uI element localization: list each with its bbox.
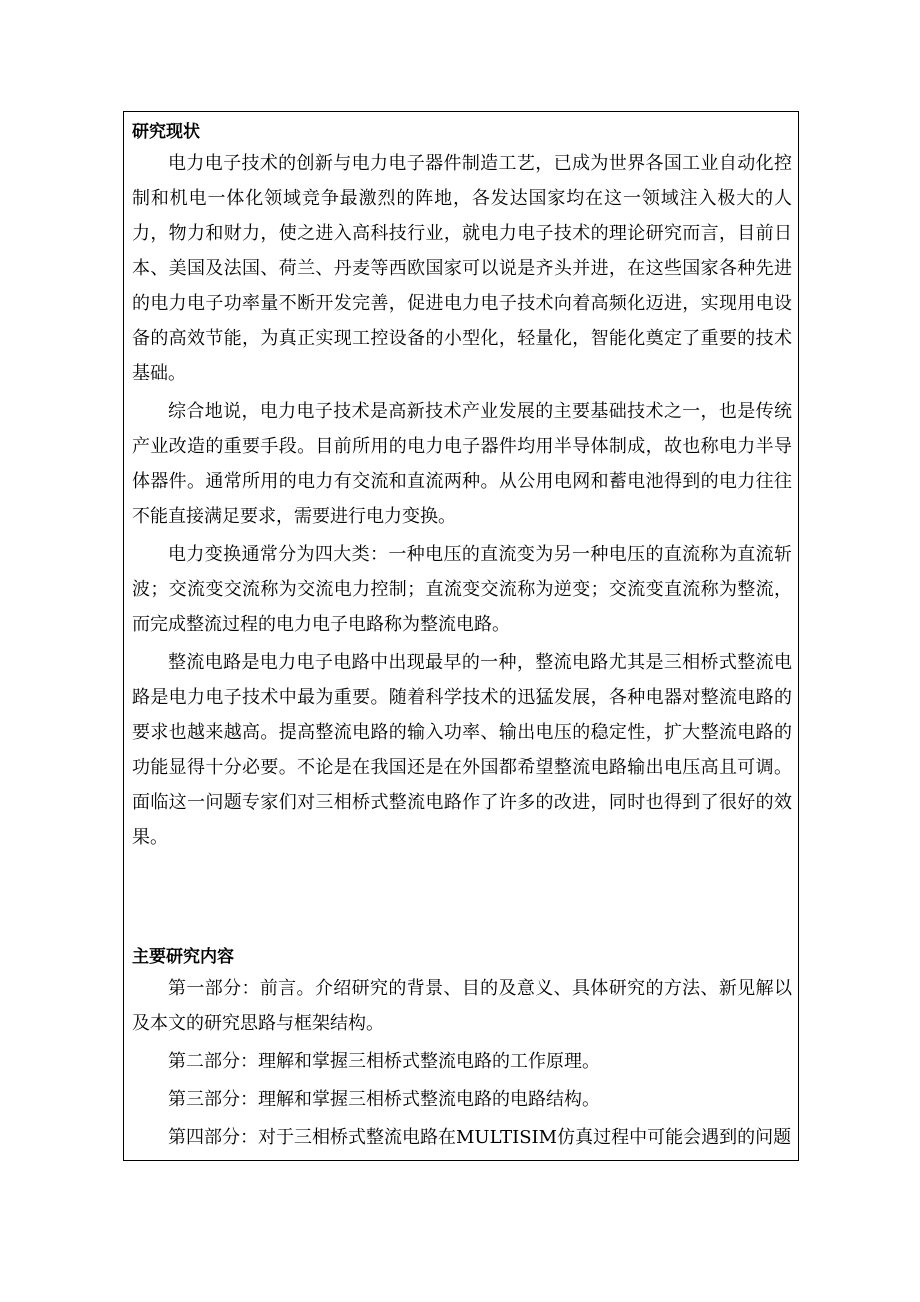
paragraph: 整流电路是电力电子电路中出现最早的一种，整流电路尤其是三相桥式整流电路是电力电子技术中最为重要。随着科学技术的迅猛发展，各种电器对整流电路的要求也越来越高。提高整流电路的输入功率、输出电压的稳定性，扩大整流电路的功能显得十分必要。不论是在我国还是在外国都希望整流电路输出电压高且可调。面临这一问题专家们对三相桥式整流电路作了许多的改进，同时也得到了很好的效果。 — [132, 652, 792, 848]
list-item: 第一部分：前言。介绍研究的背景、目的及意义、具体研究的方法、新见解以及本文的研究思路与框架结构。 — [132, 978, 792, 1034]
list-item: 第四部分：对于三相桥式整流电路在MULTISIM仿真过程中可能会遇到的问题 — [168, 1127, 792, 1148]
section-heading-research-status: 研究现状 — [132, 122, 200, 142]
blank-space — [132, 855, 792, 943]
paragraph: 综合地说，电力电子技术是高新技术产业发展的主要基础技术之一，也是传统产业改造的重要手段。目前所用的电力电子器件均用半导体制成，故也称电力半导体器件。通常所用的电力有交流和直流两种。从公用电网和蓄电池得到的电力往往不能直接满足要求，需要进行电力变换。 — [132, 401, 792, 527]
cell-content — [132, 118, 792, 1155]
list-item: 第二部分：理解和掌握三相桥式整流电路的工作原理。 — [168, 1051, 600, 1072]
document-table-cell — [123, 111, 799, 1161]
section-heading-main-content: 主要研究内容 — [132, 947, 234, 967]
paragraph: 电力变换通常分为四大类：一种电压的直流变为另一种电压的直流称为直流斩波；交流变交流称为交流电力控制；直流变交流称为逆变；交流变直流称为整流，而完成整流过程的电力电子电路称为整流电路。 — [132, 544, 792, 635]
paragraph: 电力电子技术的创新与电力电子器件制造工艺，已成为世界各国工业自动化控制和机电一体化领域竞争最激烈的阵地，各发达国家均在这一领域注入极大的人力，物力和财力，使之进入高科技行业，就电力电子技术的理论研究而言，目前日本、美国及法国、荷兰、丹麦等西欧国家可以说是齐头并进，在这些国家各种先进的电力电子功率量不断开发完善，促进电力电子技术向着高频化迈进，实现用电设备的高效节能，为真正实现工控设备的小型化，轻量化，智能化奠定了重要的技术基础。 — [132, 153, 792, 384]
list-item: 第三部分：理解和掌握三相桥式整流电路的电路结构。 — [168, 1089, 600, 1110]
